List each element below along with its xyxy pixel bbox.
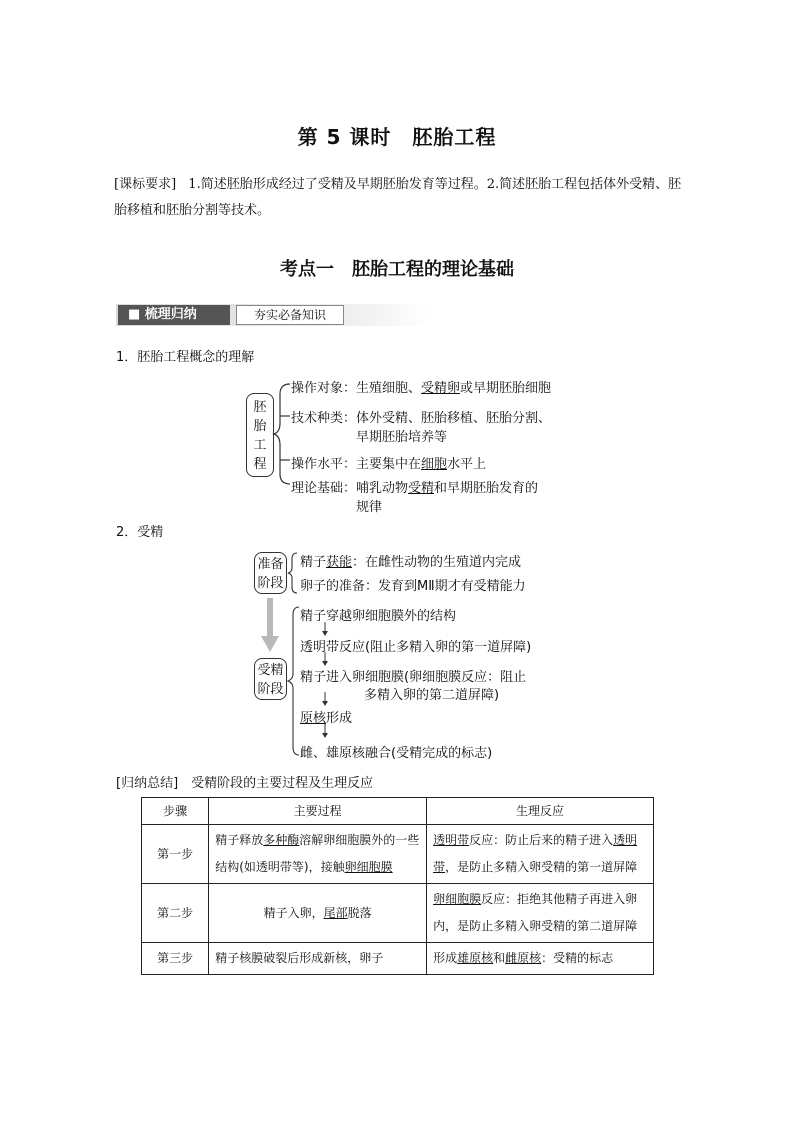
down-arrow-icon xyxy=(260,598,280,654)
fert-step-5: 雌、雄原核融合(受精完成的标志) xyxy=(300,746,493,761)
item-text: 生殖细胞、 xyxy=(356,381,422,396)
cell-step: 第二步 xyxy=(142,884,209,943)
band-left-text: ■ 梳理归纳 xyxy=(128,307,197,322)
item-text: 形成 xyxy=(326,711,353,726)
requirements-tag: [课标要求] xyxy=(114,177,177,192)
box-line: 阶段 xyxy=(257,682,284,697)
cell-text: 脱落 xyxy=(347,905,372,920)
fertilization-table xyxy=(141,797,654,975)
step-arrow-icon xyxy=(321,692,329,706)
summary-heading: [归纳总结] 受精阶段的主要过程及生理反应 xyxy=(116,776,374,791)
box-line: 受精 xyxy=(257,663,284,678)
item-text: 主要集中在 xyxy=(356,457,422,472)
section-heading: 考点一 胚胎工程的理论基础 xyxy=(280,259,514,280)
box-char: 胚 xyxy=(253,400,267,415)
section1-title: 1．胚胎工程概念的理解 xyxy=(116,350,255,365)
concept-item-techniques-cont: 早期胚胎培养等 xyxy=(356,430,448,445)
item-label: 操作对象： xyxy=(291,381,357,396)
item-text: 哺乳动物 xyxy=(356,481,409,496)
item-text: 体外受精、胚胎移植、胚胎分割、 xyxy=(356,411,552,426)
cell-process: 精子核膜破裂后形成新核，卵子 xyxy=(209,943,427,975)
box-char: 程 xyxy=(253,457,267,472)
cell-process xyxy=(209,825,427,884)
step-arrow-icon xyxy=(321,652,329,666)
cell-text: ：受精的标志 xyxy=(541,951,614,965)
item-underlined: 受精 xyxy=(408,481,435,496)
prep-item-capacitation xyxy=(300,551,521,570)
cell-text: 形成 xyxy=(433,951,458,965)
fert-step-3-cont: 多精入卵的第二道屏障) xyxy=(364,688,500,703)
step-arrow-icon xyxy=(321,724,329,738)
table-row xyxy=(142,825,654,884)
cell-process xyxy=(209,884,427,943)
box-line: 准备 xyxy=(257,557,284,572)
item-underlined: 细胞 xyxy=(421,457,448,472)
cell-underlined: 卵细胞膜 xyxy=(433,892,482,906)
cell-text: 反应：拒绝其他精子再进入卵内，是防止多精入卵受精的第二道屏障 xyxy=(433,892,638,933)
step-arrow-icon xyxy=(321,622,329,636)
preparation-stage-box xyxy=(254,552,287,594)
band-right-label: 夯实必备知识 xyxy=(236,305,344,325)
concept-item-basis xyxy=(291,477,538,496)
page-title: 第 5 课时 胚胎工程 xyxy=(297,125,497,149)
fert-step-3: 精子进入卵细胞膜(卵细胞膜反应：阻止 xyxy=(300,670,527,685)
table-row xyxy=(142,943,654,975)
cell-underlined: 雌原核 xyxy=(505,951,542,965)
prep-item-egg: 卵子的准备：发育到MⅡ期才有受精能力 xyxy=(300,579,526,594)
table-row xyxy=(142,884,654,943)
cell-underlined: 透明带 xyxy=(433,833,470,847)
cell-text: 和 xyxy=(493,951,506,965)
embryo-engineering-box xyxy=(246,393,274,477)
fert-step-1: 精子穿越卵细胞膜外的结构 xyxy=(300,609,457,624)
concept-item-techniques xyxy=(291,407,551,426)
cell-text: ，是防止多精入卵受精的第一道屏障 xyxy=(445,860,638,874)
item-underlined: 原核 xyxy=(300,711,327,726)
brace-icon xyxy=(286,550,300,596)
box-line: 阶段 xyxy=(257,576,284,591)
item-underlined: 获能 xyxy=(326,555,353,570)
cell-text: 反应：防止后来的精子进入 xyxy=(469,833,614,847)
cell-step: 第一步 xyxy=(142,825,209,884)
cell-reaction xyxy=(427,943,654,975)
cell-underlined: 尾部 xyxy=(323,905,348,920)
header-reaction: 生理反应 xyxy=(427,798,654,825)
item-label: 操作水平： xyxy=(291,457,357,472)
cell-reaction xyxy=(427,884,654,943)
cell-text: 精子入卵， xyxy=(263,905,324,920)
concept-item-object xyxy=(291,377,551,396)
section2-title: 2．受精 xyxy=(116,525,164,540)
item-label: 理论基础： xyxy=(291,481,357,496)
cell-underlined: 卵细胞膜 xyxy=(344,860,393,874)
concept-item-level xyxy=(291,453,486,472)
item-text: 精子 xyxy=(300,555,327,570)
cell-step: 第三步 xyxy=(142,943,209,975)
concept-item-basis-cont: 规律 xyxy=(356,500,383,515)
item-label: 技术种类： xyxy=(291,411,357,426)
cell-underlined: 透明带 xyxy=(433,833,638,874)
table-header-row xyxy=(142,798,654,825)
item-text: ：在雌性动物的生殖道内完成 xyxy=(352,555,522,570)
header-step: 步骤 xyxy=(142,798,209,825)
band-left-label xyxy=(118,305,230,325)
cell-underlined: 雄原核 xyxy=(457,951,494,965)
requirements-text: 1.简述胚胎形成经过了受精及早期胚胎发育等过程。2.简述胚胎工程包括体外受精、胚胎移植和胚胎分割等技术。 xyxy=(114,177,682,218)
cell-text: 精子释放 xyxy=(215,833,264,847)
fertilization-stage-box xyxy=(254,658,287,700)
item-underlined: 受精卵 xyxy=(421,381,461,396)
item-text: 水平上 xyxy=(447,457,487,472)
cell-underlined: 多种酶 xyxy=(263,833,300,847)
curriculum-requirements xyxy=(114,172,689,224)
fert-step-2: 透明带反应(阻止多精入卵的第一道屏障) xyxy=(300,640,532,655)
box-char: 工 xyxy=(253,438,267,453)
item-text: 和早期胚胎发育的 xyxy=(434,481,539,496)
header-process: 主要过程 xyxy=(209,798,427,825)
cell-text: 溶解卵细胞膜外的一些结构(如透明带等)，接触 xyxy=(215,833,420,874)
box-char: 胎 xyxy=(253,419,267,434)
cell-reaction xyxy=(427,825,654,884)
item-text: 或早期胚胎细胞 xyxy=(460,381,552,396)
